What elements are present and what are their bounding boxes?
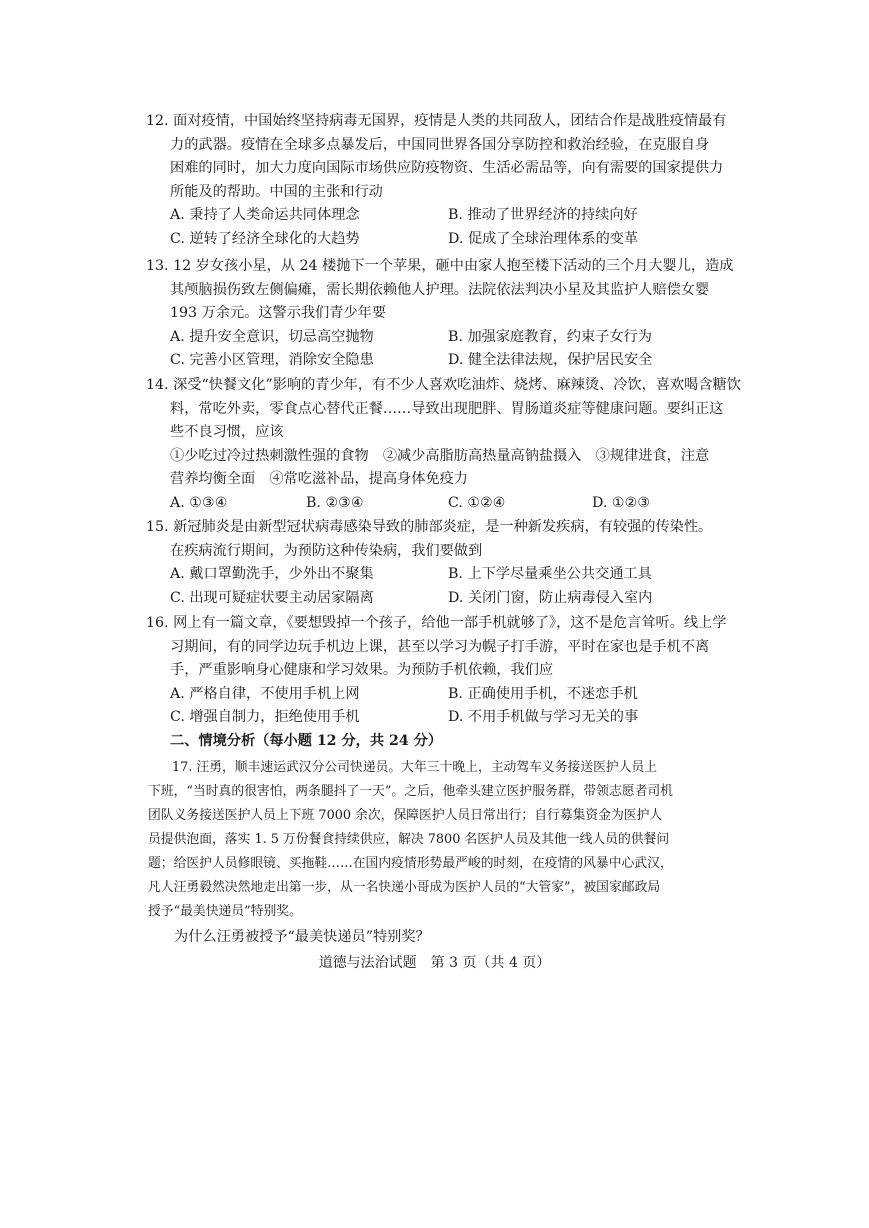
question-15-options-row [146,587,716,611]
question-17-line: 17. 汪勇，顺丰速运武汉分公司快递员。大年三十晚上，主动驾车义务接送医护人员上 [172,760,658,775]
option-a: A. ①③④ [170,494,228,511]
question-16-line: 习期间，有的同学边玩手机边上课，甚至以学习为幌子打手游，平时在家也是手机不离 [170,638,710,655]
option-c: C. 增强自制力，拒绝使用手机 [170,709,360,725]
question-13 [146,255,734,373]
question-12-line: 力的武器。疫情在全球多点暴发后，中国同世界各国分享防控和救治经验，在克服自身 [170,136,710,153]
option-c: C. 完善小区管理，消除安全隐患 [170,352,374,368]
option-b: B. 上下学尽量乘坐公共交通工具 [448,566,652,582]
question-17-line: 员提供泡面，落实 1. 5 万份餐食持续供应，解决 7800 名医护人员及其他一线人员的供餐问 [148,832,670,847]
option-a: A. 严格自律，不使用手机上网 [170,685,360,702]
question-13-options-row [146,326,716,350]
question-14-statement: 营养均衡全面 ④常吃滋补品，提高身体免疫力 [170,471,468,487]
option-b: B. 推动了世界经济的持续向好 [448,207,638,223]
question-12-options-row [146,204,716,228]
question-12-line: 所能及的帮助。中国的主张和行动 [170,183,383,200]
question-12-options-row [146,228,716,252]
option-d: D. 促成了全球治理体系的变革 [448,230,639,247]
section-heading [170,730,740,754]
question-13-line: 13. 12 岁女孩小星，从 24 楼抛下一个苹果，砸中由家人抱至楼下活动的三个月大婴儿，造成 [146,258,734,274]
question-14-statement: ①少吃过冷过热刺激性强的食物 ②减少高脂肪高热量高钠盐摄入 ③规律进食，注意 [170,447,710,464]
question-17-question: 为什么汪勇被授予“最美快递员”特别奖？ [174,929,430,945]
question-12-line: 困难的同时，加大力度向国际市场供应防疫物资、生活必需品等，向有需要的国家提供力 [170,160,724,176]
question-13-options-row [146,349,716,373]
question-16-line: 手，严重影响身心健康和学习效果。为预防手机依赖，我们应 [170,662,554,678]
option-a: A. 提升安全意识，切忌高空抛物 [170,328,374,345]
question-17 [148,756,722,924]
option-d: D. 不用手机做与学习无关的事 [448,709,639,725]
question-17-line: 团队义务接送医护人员上下班 7000 余次，保障医护人员日常出行；自行募集资金为医护人 [148,808,663,823]
question-13-line: 193 万余元。这警示我们青少年要 [170,305,387,321]
option-d: D. 关闭门窗，防止病毒侵入室内 [448,589,653,606]
question-14-line: 14. 深受“快餐文化”影响的青少年，有不少人喜欢吃油炸、烧烤、麻辣烫、冷饮，喜欢喝含糖饮 [146,377,741,393]
question-17-prompt [174,926,744,950]
question-14 [146,374,741,515]
option-c: C. ①②④ [448,494,506,511]
question-14-line: 料，常吃外卖，零食点心替代正餐……导致出现肥胖、胃肠道炎症等健康问题。要纠正这 [170,400,724,417]
question-12-line: 12. 面对疫情，中国始终坚持病毒无国界，疫情是人类的共同敌人，团结合作是战胜疫情最有 [146,113,727,129]
question-12 [146,110,727,251]
option-c: C. 出现可疑症状要主动居家隔离 [170,589,374,606]
question-16 [146,612,727,730]
question-14-options-row [146,492,716,516]
question-16-options-row [146,683,716,707]
question-16-line: 16. 网上有一篇文章，《要想毁掉一个孩子，给他一部手机就够了》，这不是危言耸听。线上学 [146,615,727,631]
question-13-line: 其颅脑损伤致左侧偏瘫，需长期依赖他人护理。法院依法判决小星及其监护人赔偿女婴 [170,281,710,298]
option-b: B. 正确使用手机，不迷恋手机 [448,685,638,702]
question-14-line: 些不良习惯，应该 [170,424,284,440]
option-d: D. ①②③ [592,494,651,511]
question-15 [146,516,716,610]
question-17-line: 下班，“当时真的很害怕，两条腿抖了一天”。之后，他牵头建立医护服务群，带领志愿者司机 [148,784,673,799]
question-15-line: 在疾病流行期间，为预防这种传染病，我们要做到 [170,542,483,559]
option-d: D. 健全法律法规，保护居民安全 [448,352,653,368]
option-a: A. 戴口罩勤洗手，少外出不聚集 [170,566,374,582]
question-17-line: 凡人汪勇毅然决然地走出第一步，从一名快递小哥成为医护人员的“大管家”，被国家邮政局 [148,880,661,895]
question-17-line: 授予“最美快递员”特别奖。 [148,904,302,919]
question-15-options-row [146,563,716,587]
option-b: B. 加强家庭教育，约束子女行为 [448,328,652,345]
question-16-options-row [146,706,716,730]
option-b: B. ②③④ [306,494,364,511]
option-a: A. 秉持了人类命运共同体理念 [170,207,360,223]
option-c: C. 逆转了经济全球化的大趋势 [170,230,360,247]
page-footer: 道德与法治试题 第 3 页（共 4 页） [318,955,551,971]
question-17-line: 题；给医护人员修眼镜、买拖鞋……在国内疫情形势最严峻的时刻，在疫情的风暴中心武汉， [148,856,673,871]
section-2-title: 二、情境分析（每小题 12 分，共 24 分） [170,733,443,749]
question-15-line: 15. 新冠肺炎是由新型冠状病毒感染导致的肺部炎症，是一种新发疾病，有较强的传染性。 [146,519,713,535]
